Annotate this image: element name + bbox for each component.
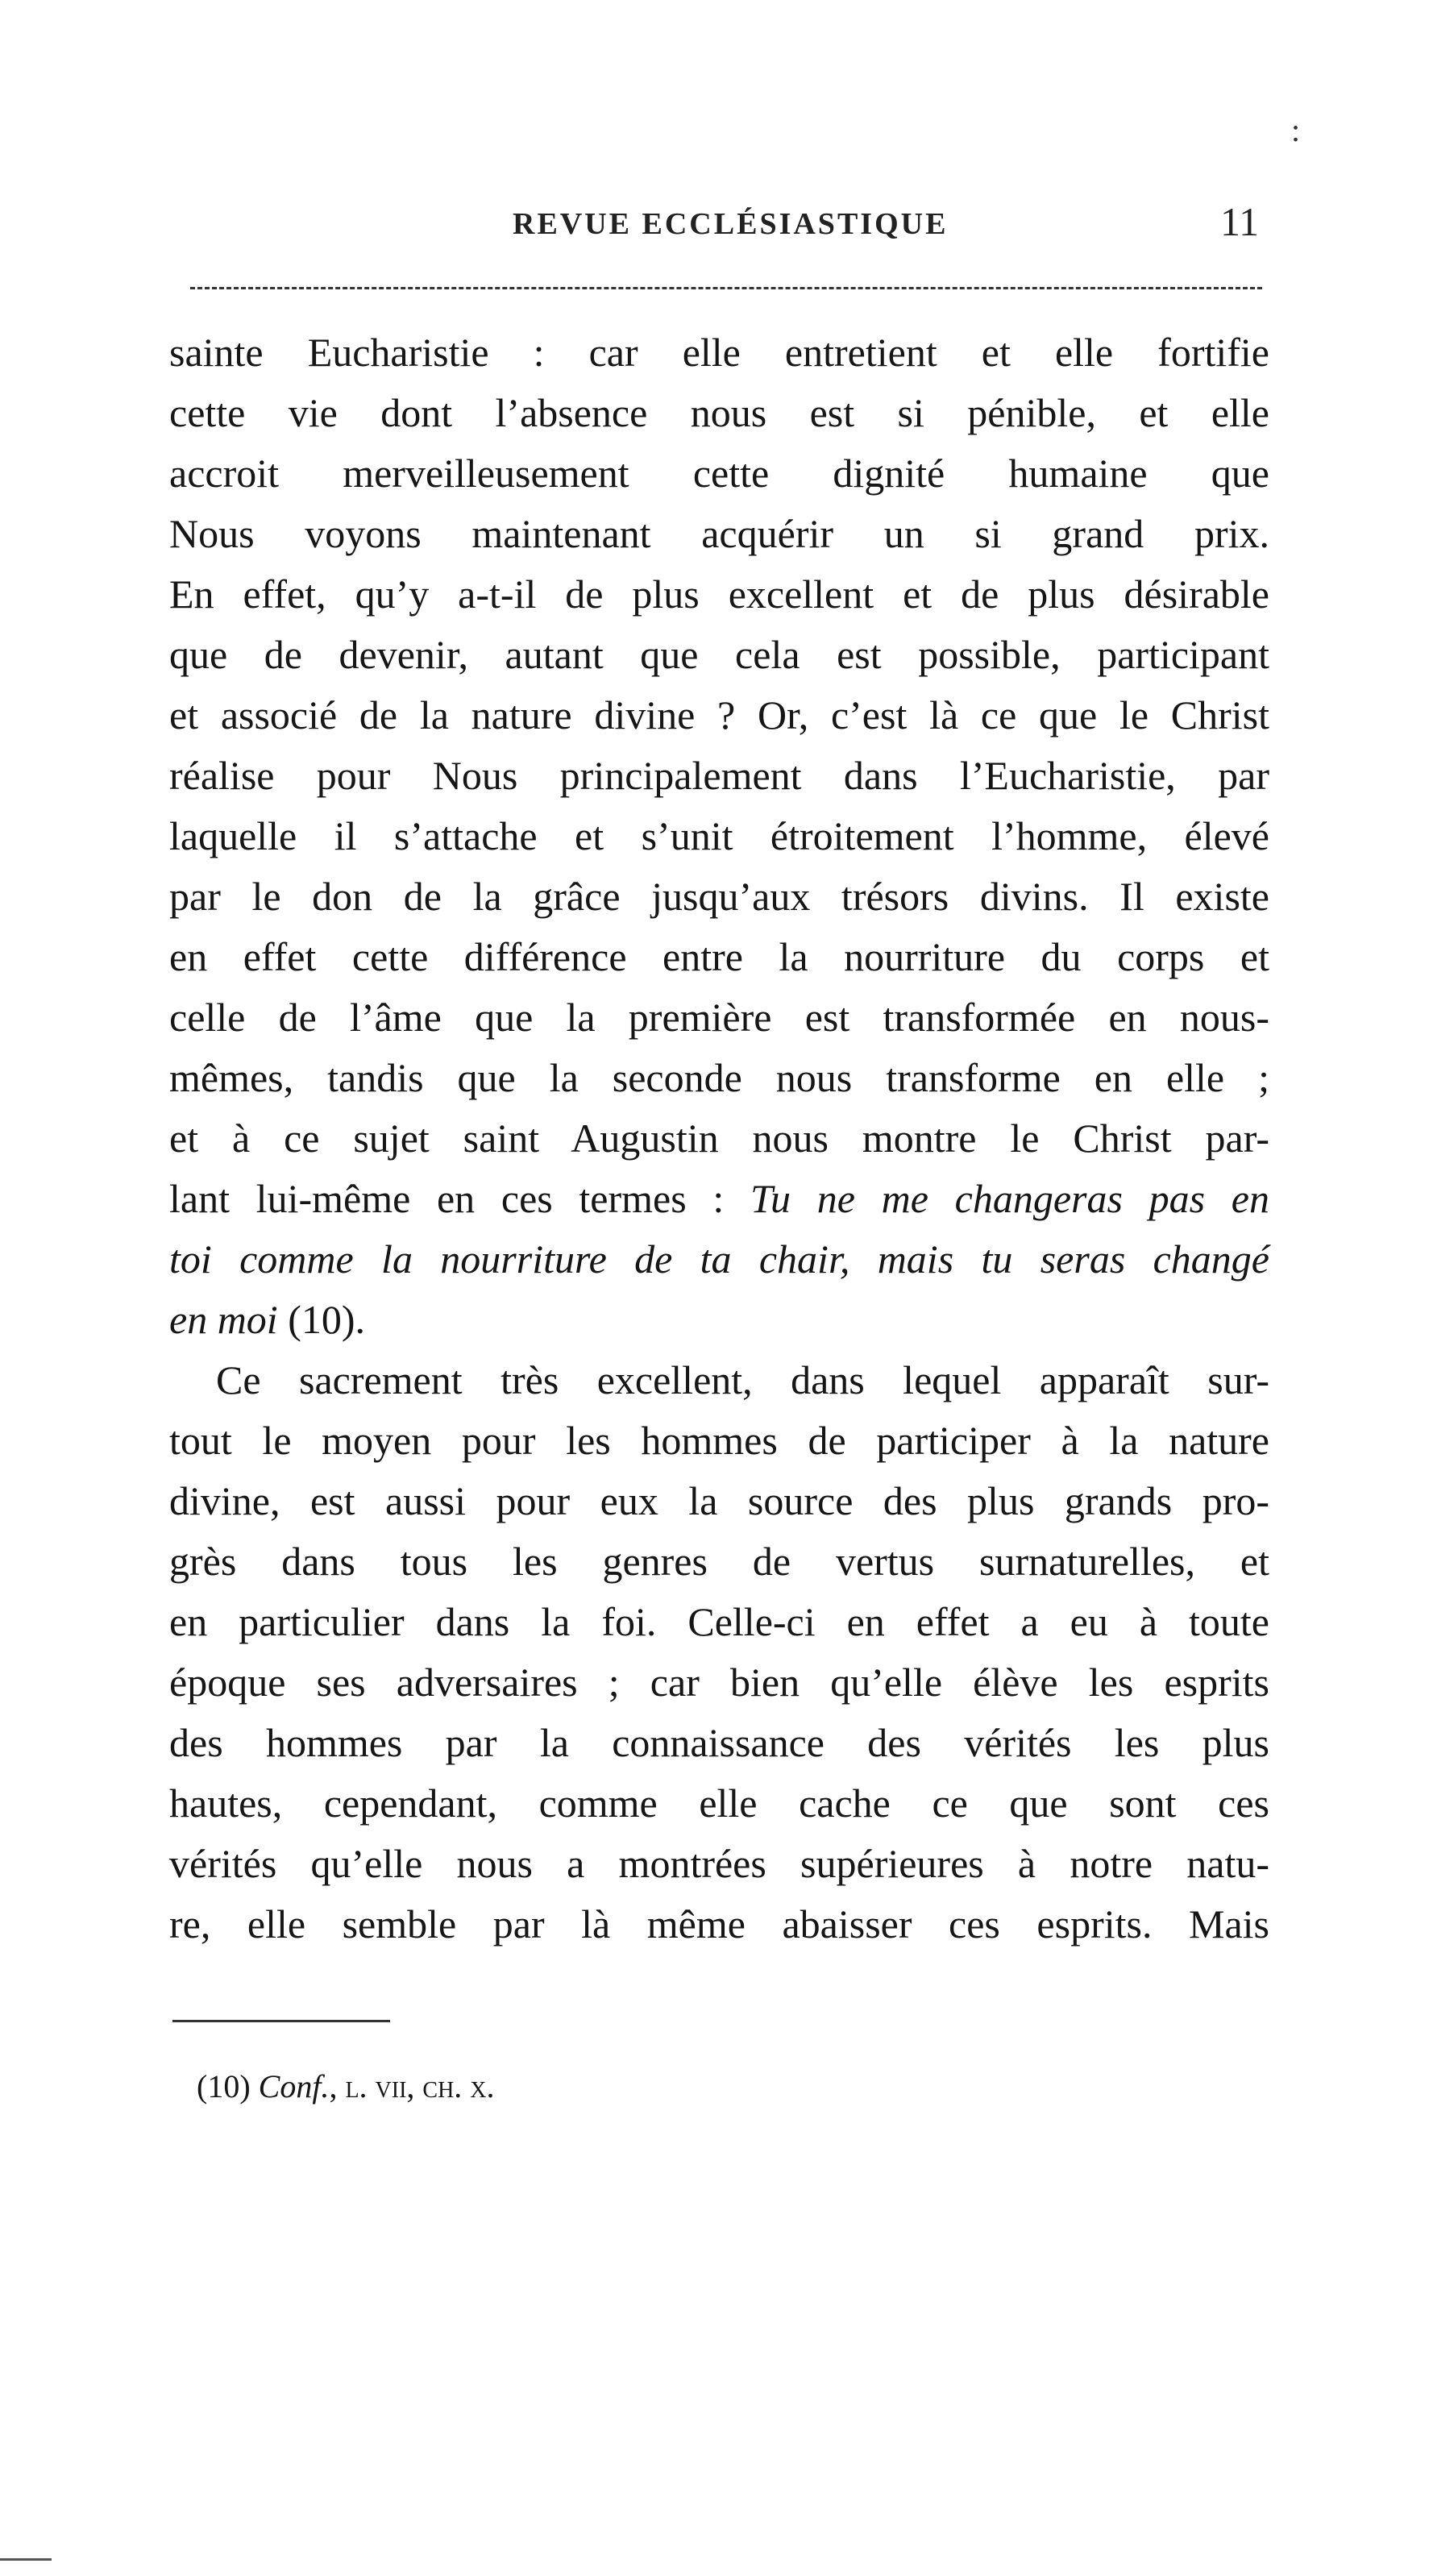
text-line: par le don de la grâce jusqu’aux trésors divins. Il existe xyxy=(169,874,1269,919)
quote-line xyxy=(169,1290,1269,1350)
text-line: vérités qu’elle nous a montrées supérieures à notre natu- xyxy=(169,1841,1269,1886)
text-line: laquelle il s’attache et s’unit étroitement l’homme, élevé xyxy=(169,813,1269,858)
footnote-reference-text: , l. vii, ch. x. xyxy=(329,2068,495,2104)
quote-lead-in: lant lui-même en ces termes : xyxy=(169,1176,750,1221)
text-line: cette vie dont l’absence nous est si pénible, et elle xyxy=(169,390,1269,435)
augustine-quote: toi comme la nourriture de ta chair, mais tu seras changé xyxy=(169,1236,1269,1282)
text-line: en effet cette différence entre la nourriture du corps et xyxy=(169,934,1269,979)
text-line: Ce sacrement très excellent, dans lequel apparaît sur- xyxy=(216,1357,1269,1402)
text-line: accroit merveilleusement cette dignité humaine que xyxy=(169,451,1269,496)
footnote-source: Conf. xyxy=(258,2068,330,2104)
text-line: celle de l’âme que la première est transformée en nous- xyxy=(169,995,1269,1040)
footnote-number: (10) xyxy=(197,2068,251,2104)
text-line: re, elle semble par là même abaisser ces esprits. Mais xyxy=(169,1901,1269,1947)
header-rule xyxy=(190,287,1262,289)
text-line: divine, est aussi pour eux la source des plus grands pro- xyxy=(169,1478,1269,1523)
text-line: sainte Eucharistie : car elle entretient et elle fortifie xyxy=(169,330,1269,375)
text-line: en particulier dans la foi. Celle-ci en effet a eu à toute xyxy=(169,1599,1269,1644)
text-line: tout le moyen pour les hommes de participer à la nature xyxy=(169,1418,1269,1463)
text-line: grès dans tous les genres de vertus surnaturelles, et xyxy=(169,1539,1269,1584)
page-number: 11 xyxy=(1220,199,1260,244)
footnote-rule xyxy=(172,2020,390,2022)
footnote-reference: (10). xyxy=(277,1297,366,1342)
augustine-quote: Tu ne me changeras pas en xyxy=(750,1176,1270,1221)
text-line: hautes, cependant, comme elle cache ce que sont ces xyxy=(169,1780,1269,1826)
running-head: REVUE ECCLÉSIASTIQUE xyxy=(513,207,949,241)
text-line: réalise pour Nous principalement dans l’Eucharistie, par xyxy=(169,753,1269,798)
text-line: et à ce sujet saint Augustin nous montre le Christ par- xyxy=(169,1116,1269,1161)
text-line: époque ses adversaires ; car bien qu’elle élève les esprits xyxy=(169,1660,1269,1705)
text-line: mêmes, tandis que la seconde nous transforme en elle ; xyxy=(169,1055,1269,1100)
quote-line xyxy=(169,1169,1269,1229)
text-line: et associé de la nature divine ? Or, c’est là ce que le Christ xyxy=(169,692,1269,737)
text-line: Nous voyons maintenant acquérir un si grand prix. xyxy=(169,511,1269,556)
text-line: des hommes par la connaissance des vérités les plus xyxy=(169,1720,1269,1765)
augustine-quote: en moi xyxy=(169,1297,278,1342)
footnote xyxy=(197,2067,495,2107)
text-line: En effet, qu’y a-t-il de plus excellent et de plus désirable xyxy=(169,571,1269,617)
margin-mark: : xyxy=(1291,112,1301,148)
body-text xyxy=(169,322,1269,1955)
scan-edge-mark xyxy=(0,2558,52,2561)
text-line: que de devenir, autant que cela est possible, participant xyxy=(169,632,1269,677)
